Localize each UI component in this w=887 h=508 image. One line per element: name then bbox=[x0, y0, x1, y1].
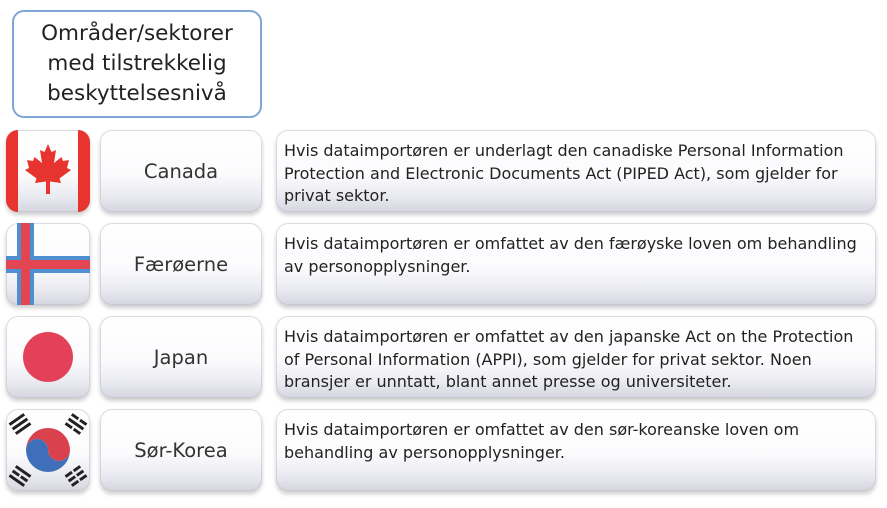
country-name-japan-label: Japan bbox=[153, 345, 209, 369]
country-name-faroe-islands bbox=[100, 223, 262, 305]
header-title-box bbox=[12, 10, 262, 118]
canada-flag-icon bbox=[6, 130, 90, 212]
description-south-korea bbox=[276, 409, 876, 491]
header-line-2: med tilstrekkelig bbox=[47, 51, 227, 76]
south-korea-flag-icon bbox=[6, 409, 90, 491]
japan-flag-svg bbox=[6, 316, 90, 398]
description-canada-text: Hvis dataimportøren er underlagt den canadiske Personal Information Protection and Electronic Documents Act (PIPED Act), som gjelder for privat sektor. bbox=[284, 141, 844, 205]
row-japan bbox=[0, 316, 887, 402]
row-south-korea bbox=[0, 409, 887, 495]
country-name-south-korea bbox=[100, 409, 262, 491]
country-name-south-korea-label: Sør-Korea bbox=[134, 438, 228, 462]
canada-flag-svg bbox=[6, 130, 90, 212]
description-canada bbox=[276, 130, 876, 212]
japan-flag-icon bbox=[6, 316, 90, 398]
description-japan bbox=[276, 316, 876, 398]
country-name-canada-label: Canada bbox=[143, 159, 219, 183]
description-faroe-islands bbox=[276, 223, 876, 305]
header-line-1: Områder/sektorer bbox=[41, 21, 233, 46]
description-faroe-islands-text: Hvis dataimportøren er omfattet av den færøyske loven om behandling av personopplysninger. bbox=[284, 234, 857, 276]
row-canada bbox=[0, 130, 887, 216]
row-faroe-islands bbox=[0, 223, 887, 309]
country-name-canada bbox=[100, 130, 262, 212]
country-name-japan bbox=[100, 316, 262, 398]
description-south-korea-text: Hvis dataimportøren er omfattet av den sør-koreanske loven om behandling av personopplysninger. bbox=[284, 420, 800, 462]
header-line-3: beskyttelsesnivå bbox=[47, 81, 227, 106]
korea-flag-svg bbox=[6, 409, 90, 491]
header-title bbox=[41, 19, 233, 109]
country-name-faroe-islands-label: Færøerne bbox=[133, 252, 229, 276]
faroe-islands-flag-icon bbox=[6, 223, 90, 305]
faroe-flag-svg bbox=[6, 223, 90, 305]
description-japan-text: Hvis dataimportøren er omfattet av den japanske Act on the Protection of Personal Information (APPI), som gjelder for privat sektor. Noen bransjer er unntatt, blant annet presse og universiteter. bbox=[284, 327, 854, 391]
